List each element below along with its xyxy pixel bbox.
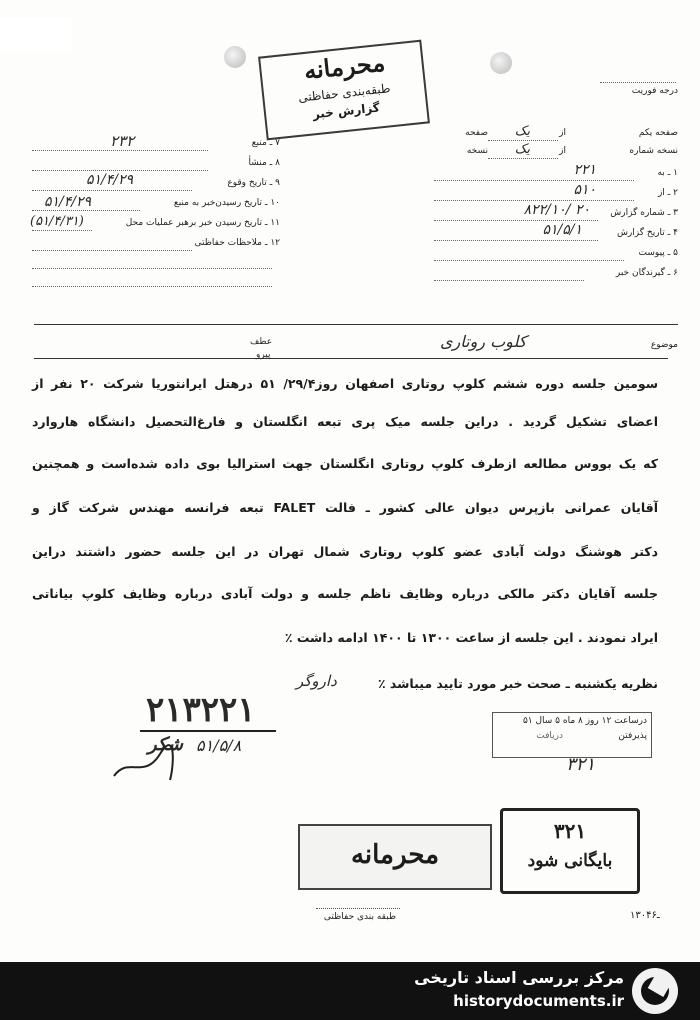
right-form <box>430 124 678 288</box>
report-number-label: ۳ ـ شماره گزارش <box>610 208 678 218</box>
subject-underline <box>34 358 668 359</box>
confidential-stamp <box>298 824 492 890</box>
page-count-label: صفحه یکم <box>638 128 678 138</box>
origin-line <box>32 170 208 171</box>
from-value: ۵۱۰ <box>573 182 596 198</box>
handwritten-date: ۵۱/۵/۸ <box>196 736 242 755</box>
recipients-label: ۶ ـ گیرندگان خبر <box>615 268 678 278</box>
atf-label: عطف <box>250 337 273 347</box>
security-notes-line-3 <box>32 286 272 287</box>
copy-number-line <box>488 158 558 159</box>
copy-number-value: یک <box>514 142 530 157</box>
attachment-label: ۵ ـ پیوست <box>638 248 678 258</box>
subject-label: موضوع <box>650 340 678 350</box>
priority-line <box>600 82 676 83</box>
opinion-signature: داروگر <box>296 672 337 690</box>
confidential-stamp-text: محرمانه <box>350 840 440 870</box>
archive-number: ۳۲۱ <box>553 819 587 843</box>
source-receipt-date-label: ۱۰ ـ تاریخ رسیدن‌خبر به منبع <box>173 198 280 208</box>
body-line-4: آقایان عمرانی بازپرس دیوان عالی کشور ـ فالت FALET تبعه فرانسه مهندس شرکت گاز و <box>32 500 658 515</box>
body-line-7: ایراد نمودند . این جلسه از ساعت ۱۳۰۰ تا ۱۴۰۰ ادامه داشت ٪ <box>284 630 658 645</box>
number-underline <box>140 730 276 732</box>
source-value: ۲۳۲ <box>110 132 135 150</box>
page-count-from: از <box>559 128 566 138</box>
copy-number-from: از <box>559 146 566 156</box>
report-number-value: ۸۲۲/۱۰/ ۲۰ <box>523 202 590 218</box>
body-line-1: سومین جلسه دوره ششم کلوپ روتاری اصفهان روز۲۹/۴/ ۵۱ درهتل ایرانتوریا شرکت ۲۰ نفر از <box>32 376 658 391</box>
ops-receipt-date-line <box>32 230 92 231</box>
report-date-line <box>434 240 598 241</box>
security-notes-line-1 <box>32 250 192 251</box>
handwritten-number: ۲۱۳۲۲۱ <box>146 690 256 730</box>
origin-label: ۸ ـ منشأ <box>248 158 280 168</box>
ops-receipt-date-value: (۵۱/۴/۳۱) <box>30 214 84 229</box>
to-line <box>434 180 634 181</box>
archive-text: بایگانی شود <box>527 851 613 871</box>
source-line <box>32 150 208 151</box>
security-notes-line-2 <box>32 268 272 269</box>
atf-value: پیرو <box>256 350 271 360</box>
watermark-url: historydocuments.ir <box>453 992 624 1010</box>
occurrence-date-line <box>32 190 192 191</box>
opinion-text: نظریه یکشنبه ـ صحت خبر مورد تایید میباشد ٪ <box>377 676 658 691</box>
watermark-title: مرکز بررسی اسناد تاریخی <box>414 968 624 987</box>
reg-stamp-line3: دریافت <box>536 731 563 741</box>
report-number-line <box>434 220 598 221</box>
copy-number-label: نسخه شماره <box>629 146 678 156</box>
page-code: ۱۳۰ـ۴۶ <box>630 910 660 921</box>
punch-hole-right <box>490 52 512 74</box>
archive-stamp <box>500 808 640 894</box>
page-count-tail: صفحه <box>465 128 488 138</box>
classification-stamp <box>258 40 430 141</box>
page-count-line <box>488 140 558 141</box>
body-line-5: دکتر هوشنگ دولت آبادی عضو کلوپ روتاری شمال تهران در این جلسه حضور داشتند دراین <box>32 544 658 559</box>
scan-blank-patch <box>0 18 72 52</box>
left-form <box>30 132 280 298</box>
to-label: ۱ ـ به <box>657 168 678 178</box>
body-line-2: اعضای تشکیل گردید . دراین جلسه میک پری تبعه انگلستان و فارغ‌التحصیل دانشگاه هاروارد <box>32 414 658 429</box>
handwritten-signature: شکر <box>148 734 183 755</box>
report-date-label: ۴ ـ تاریخ گزارش <box>616 228 678 238</box>
archive-logo <box>632 968 678 1014</box>
from-label: ۲ ـ از <box>657 188 678 198</box>
footer-class-line <box>316 908 400 909</box>
source-receipt-date-value: ۵۱/۴/۲۹ <box>44 194 92 210</box>
body-line-3: که یک بووس مطالعه ازطرف کلوپ روتاری انگلستان جهت استرالیا بوی داده شده‌است و همچنین <box>32 456 658 471</box>
copy-number-tail: نسخه <box>466 146 488 156</box>
page-count-value: یک <box>514 124 530 139</box>
source-receipt-date-line <box>32 210 140 211</box>
stamp-report-text: گزارش خبر <box>312 100 381 122</box>
source-label: ۷ ـ منبع <box>251 138 280 148</box>
punch-hole-left <box>224 46 246 68</box>
stamp-confidential-text: محرمانه <box>302 47 387 85</box>
recipients-line <box>434 280 584 281</box>
reg-stamp-line2: پذیرفتن <box>618 731 647 741</box>
signature-flourish <box>108 736 178 786</box>
registration-stamp <box>492 712 652 758</box>
occurrence-date-label: ۹ ـ تاریخ وقوع <box>227 178 280 188</box>
reg-stamp-line1: درساعت ۱۲ روز ۸ ماه ۵ سال ۵۱ <box>522 716 647 726</box>
stamp-class-text: طبقه‌بندی حفاظتی <box>297 81 392 105</box>
header-divider <box>34 324 678 325</box>
body-line-6: جلسه آقایان دکتر مالکی درباره وظایف ناظم جلسه و دولت آبادی درباره وظایف کلوپ بیاناتی <box>32 586 658 601</box>
footer-class-label: طبقه بندی حفاظتی <box>323 912 397 922</box>
from-line <box>434 200 634 201</box>
security-notes-label: ۱۲ ـ ملاحظات حفاظتی <box>194 238 280 248</box>
ops-receipt-date-label: ۱۱ ـ تاریخ رسیدن خبر برهبر عملیات محل <box>125 218 280 228</box>
to-value: ۲۲۱ <box>573 162 596 178</box>
report-date-value: ۵۱/۵/۱ <box>542 222 582 238</box>
priority-label: درجه فوریت <box>631 86 678 96</box>
attachment-line <box>434 260 624 261</box>
subject-value: کلوب روتاری <box>440 332 527 351</box>
occurrence-date-value: ۵۱/۴/۲۹ <box>86 172 134 188</box>
reg-stamp-number: ۳۲۱ <box>566 754 596 775</box>
